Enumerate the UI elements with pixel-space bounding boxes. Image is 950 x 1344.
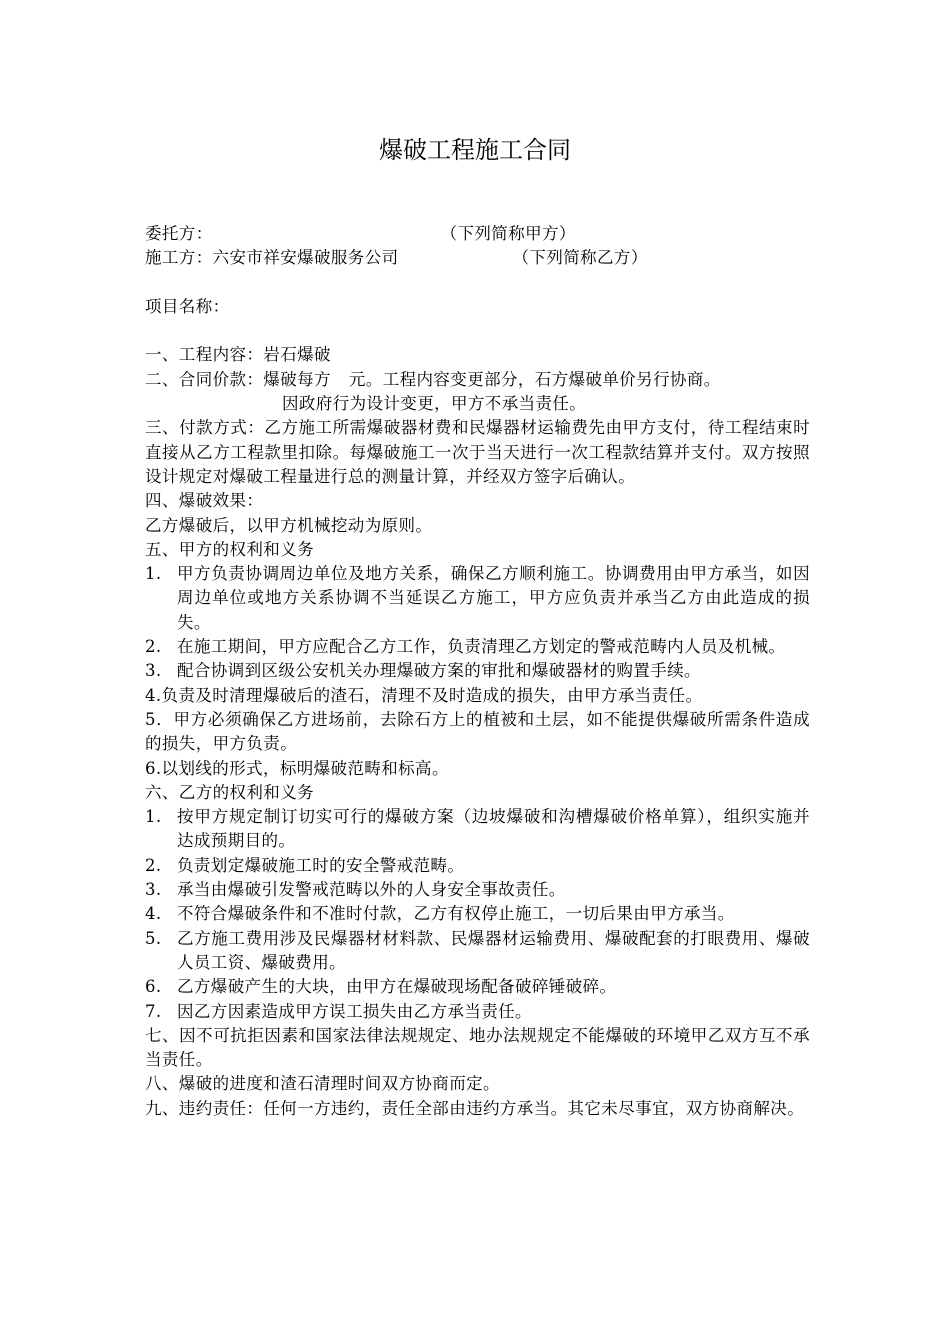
client-line bbox=[145, 222, 810, 246]
item-text: 乙方施工费用涉及民爆器材材料款、民爆器材运输费用、爆破配套的打眼费用、爆破人员工资、爆破费用。 bbox=[177, 928, 810, 972]
item-text: 因乙方因素造成甲方误工损失由乙方承当责任。 bbox=[177, 1001, 532, 1021]
party-a-item bbox=[145, 659, 810, 683]
item-number: 5. bbox=[145, 928, 162, 948]
item-text: 承当由爆破引发警戒范畴以外的人身安全事故责任。 bbox=[177, 880, 566, 900]
section-9: 九、违约责任：任何一方违约，责任全部由违约方承当。其它未尽事宜，双方协商解决。 bbox=[145, 1098, 805, 1118]
item-number: 5． bbox=[145, 709, 174, 729]
contract-body bbox=[145, 222, 810, 1121]
client-note: （下列简称甲方） bbox=[440, 224, 576, 243]
item-text: 按甲方规定制订切实可行的爆破方案（边坡爆破和沟槽爆破价格单算），组织实施并达成预期目的。 bbox=[177, 807, 810, 851]
section-2 bbox=[145, 368, 810, 392]
section-8: 八、爆破的进度和渣石清理时间双方协商而定。 bbox=[145, 1074, 500, 1094]
item-number: 2. bbox=[145, 637, 162, 657]
item-number: 4. bbox=[145, 685, 162, 705]
section-2-note: 因政府行为设计变更，甲方不承当责任。 bbox=[282, 394, 587, 414]
item-number: 4. bbox=[145, 904, 162, 924]
section-2-price-label: 二、合同价款：爆破每方 bbox=[145, 369, 331, 389]
item-text: 在施工期间，甲方应配合乙方工作，负责清理乙方划定的警戒范畴内人员及机械。 bbox=[177, 637, 786, 657]
item-text: 负责及时清理爆破后的渣石，清理不及时造成的损失，由甲方承当责任。 bbox=[161, 685, 703, 705]
section-6: 六、乙方的权利和义务 bbox=[145, 782, 314, 802]
section-4-text: 乙方爆破后，以甲方机械挖动为原则。 bbox=[145, 515, 433, 535]
project-name-line: 项目名称： bbox=[145, 296, 230, 316]
item-text: 配合协调到区级公安机关办理爆破方案的审批和爆破器材的购置手续。 bbox=[177, 661, 701, 681]
item-number: 1. bbox=[145, 564, 162, 584]
item-number: 2. bbox=[145, 855, 162, 875]
item-number: 6. bbox=[145, 977, 162, 997]
contractor-name: 六安市祥安爆破服务公司 bbox=[212, 248, 399, 268]
client-label: 委托方： bbox=[145, 224, 213, 243]
section-1: 一、工程内容：岩石爆破 bbox=[145, 345, 331, 365]
party-a-item bbox=[145, 562, 810, 635]
item-text: 甲方负责协调周边单位及地方关系，确保乙方顺利施工。协调费用由甲方承当，如因周边单位或地方关系协调不当延误乙方施工，甲方应负责并承当乙方由此造成的损失。 bbox=[177, 564, 810, 632]
party-a-item bbox=[145, 757, 810, 781]
section-7: 七、因不可抗拒因素和国家法律法规规定、地办法规规定不能爆破的环境甲乙双方互不承当责任。 bbox=[145, 1025, 810, 1070]
contractor-note: （下列简称乙方） bbox=[512, 248, 648, 268]
party-a-item bbox=[145, 708, 810, 757]
item-number: 3. bbox=[145, 661, 162, 681]
party-b-item bbox=[145, 878, 810, 902]
section-4: 四、爆破效果： bbox=[145, 491, 264, 511]
section-3: 三、付款方式：乙方施工所需爆破器材费和民爆器材运输费先由甲方支付，待工程结束时直接从乙方工程款里扣除。每爆破施工一次于当天进行一次工程款结算并支付。双方按照设计规定对爆破工程量进行总的测量计算，并经双方签字后确认。 bbox=[145, 418, 810, 486]
item-number: 7. bbox=[145, 1001, 162, 1021]
party-b-item bbox=[145, 975, 810, 999]
item-number: 3. bbox=[145, 880, 162, 900]
party-b-item bbox=[145, 805, 810, 854]
document-title: 爆破工程施工合同 bbox=[379, 136, 571, 164]
item-text: 甲方必须确保乙方进场前，去除石方上的植被和土层，如不能提供爆破所需条件造成的损失，甲方负责。 bbox=[145, 709, 810, 754]
contractor-line bbox=[145, 246, 810, 270]
party-b-item bbox=[145, 902, 810, 926]
party-b-item bbox=[145, 927, 810, 976]
item-number: 1. bbox=[145, 807, 162, 827]
party-b-item bbox=[145, 1000, 810, 1024]
item-number: 6. bbox=[145, 758, 162, 778]
party-a-item bbox=[145, 684, 810, 708]
item-text: 负责划定爆破施工时的安全警戒范畴。 bbox=[177, 855, 465, 875]
party-b-item bbox=[145, 854, 810, 878]
contractor-label: 施工方： bbox=[145, 248, 213, 268]
item-text: 乙方爆破产生的大块，由甲方在爆破现场配备破碎锤破碎。 bbox=[177, 977, 617, 997]
item-text: 以划线的形式，标明爆破范畴和标高。 bbox=[161, 758, 449, 778]
item-text: 不符合爆破条件和不准时付款，乙方有权停止施工，一切后果由甲方承当。 bbox=[177, 904, 735, 924]
section-2-price-text: 元。工程内容变更部分，石方爆破单价另行协商。 bbox=[348, 369, 721, 389]
section-5: 五、甲方的权利和义务 bbox=[145, 539, 314, 559]
party-a-item bbox=[145, 635, 810, 659]
